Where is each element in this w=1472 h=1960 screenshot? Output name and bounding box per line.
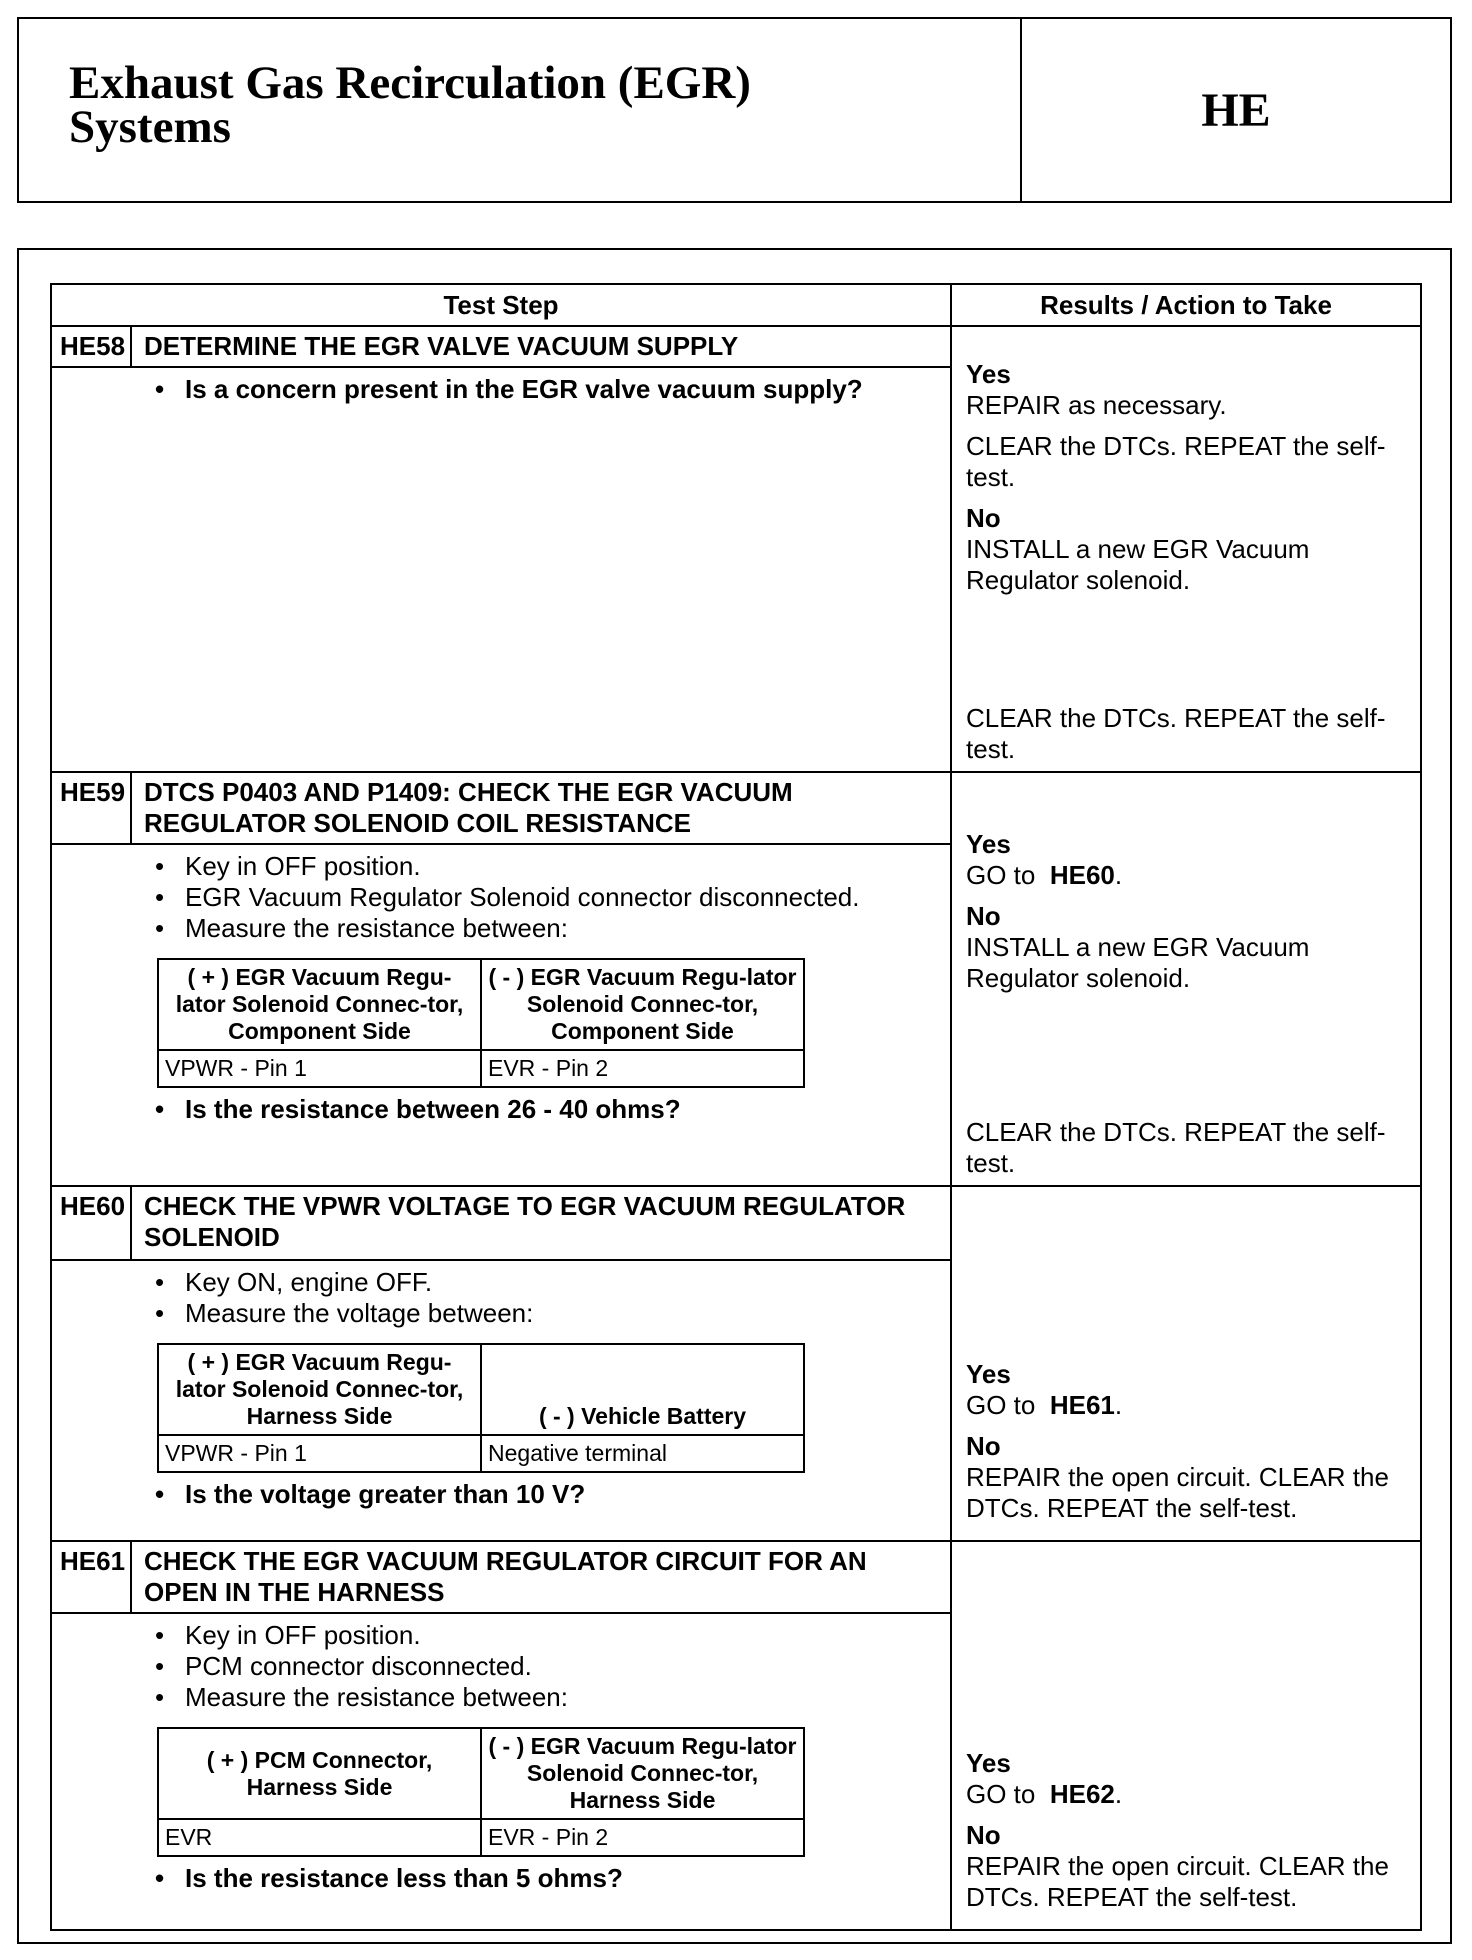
section-title [19, 19, 1022, 201]
step-id: HE60 [51, 1186, 131, 1260]
measurement-negative-header: ( - ) Vehicle Battery [481, 1344, 804, 1435]
section-title-line2: Systems [69, 101, 231, 153]
measurement-negative-header: ( - ) EGR Vacuum Regu-lator Solenoid Connec-tor, Harness Side [481, 1728, 804, 1819]
go-to-text: GO to [966, 860, 1036, 890]
no-action: REPAIR the open circuit. CLEAR the DTCs. REPEAT the self-test. [966, 1462, 1389, 1523]
step-question: • Is the resistance less than 5 ohms? [185, 1863, 936, 1894]
step-results: Yes GO to HE62. No REPAIR the open circuit. CLEAR the DTCs. REPEAT the self-test. [951, 1541, 1421, 1930]
yes-label: Yes [966, 359, 1011, 389]
go-to-text: GO to [966, 1779, 1036, 1809]
measurement-negative-value: EVR - Pin 2 [481, 1050, 804, 1087]
yes-label: Yes [966, 1748, 1011, 1778]
step-body [131, 367, 951, 772]
measurement-positive-value: VPWR - Pin 1 [158, 1435, 481, 1472]
go-to-target: HE62 [1049, 1779, 1115, 1809]
no-action: INSTALL a new EGR Vacuum Regulator solenoid. [966, 932, 1310, 993]
col-results: Results / Action to Take [951, 284, 1421, 326]
step-id: HE59 [51, 772, 131, 844]
table-header-row [51, 284, 1421, 326]
step-instruction: • PCM connector disconnected. [185, 1651, 936, 1682]
measurement-positive-header: ( + ) EGR Vacuum Regu-lator Solenoid Connec-tor, Component Side [158, 959, 481, 1050]
step-id: HE58 [51, 326, 131, 367]
step-title-row [51, 772, 1421, 844]
step-body [131, 1613, 951, 1930]
clear-note: CLEAR the DTCs. REPEAT the self-test. [966, 703, 1386, 764]
measurement-table [157, 1343, 805, 1473]
step-question: • Is a concern present in the EGR valve vacuum supply? [185, 374, 936, 405]
col-test-step: Test Step [51, 284, 951, 326]
yes-label: Yes [966, 1359, 1011, 1389]
clear-note: CLEAR the DTCs. REPEAT the self-test. [966, 1117, 1386, 1178]
page-header [17, 17, 1452, 203]
measurement-negative-value: Negative terminal [481, 1435, 804, 1472]
measurement-positive-header: ( + ) EGR Vacuum Regu-lator Solenoid Connec-tor, Harness Side [158, 1344, 481, 1435]
go-to-target: HE60 [1049, 860, 1115, 890]
section-title-line1: Exhaust Gas Recirculation (EGR) [69, 57, 751, 109]
measurement-positive-value: EVR [158, 1819, 481, 1856]
step-instruction: • Key ON, engine OFF. [185, 1267, 936, 1298]
step-title-row [51, 1541, 1421, 1613]
yes-label: Yes [966, 829, 1011, 859]
yes-action-extra: CLEAR the DTCs. REPEAT the self-test. [966, 431, 1386, 492]
step-question: • Is the resistance between 26 - 40 ohms? [185, 1094, 936, 1125]
measurement-positive-value: VPWR - Pin 1 [158, 1050, 481, 1087]
step-instruction: • Measure the resistance between: [185, 913, 936, 944]
measurement-table [157, 1727, 805, 1857]
no-label: No [966, 901, 1001, 931]
no-action: REPAIR the open circuit. CLEAR the DTCs. REPEAT the self-test. [966, 1851, 1389, 1912]
step-instruction: • EGR Vacuum Regulator Solenoid connector disconnected. [185, 882, 936, 913]
step-instruction: • Measure the resistance between: [185, 1682, 936, 1713]
step-instruction: • Measure the voltage between: [185, 1298, 936, 1329]
yes-action: REPAIR as necessary. [966, 390, 1227, 420]
measurement-negative-header: ( - ) EGR Vacuum Regu-lator Solenoid Connec-tor, Component Side [481, 959, 804, 1050]
no-label: No [966, 503, 1001, 533]
step-results: Yes GO to HE61. No REPAIR the open circuit. CLEAR the DTCs. REPEAT the self-test. [951, 1186, 1421, 1541]
step-title: CHECK THE EGR VACUUM REGULATOR CIRCUIT FOR AN OPEN IN THE HARNESS [131, 1541, 951, 1613]
step-instruction: • Key in OFF position. [185, 851, 936, 882]
step-body [131, 1260, 951, 1541]
go-to-target: HE61 [1049, 1390, 1115, 1420]
step-title: DETERMINE THE EGR VALVE VACUUM SUPPLY [131, 326, 951, 367]
step-title-row [51, 1186, 1421, 1260]
measurement-negative-value: EVR - Pin 2 [481, 1819, 804, 1856]
test-step-table [50, 283, 1422, 1931]
measurement-positive-header: ( + ) PCM Connector, Harness Side [158, 1728, 481, 1819]
no-label: No [966, 1431, 1001, 1461]
no-action: INSTALL a new EGR Vacuum Regulator solenoid. [966, 534, 1310, 595]
step-body [131, 844, 951, 1186]
step-question: • Is the voltage greater than 10 V? [185, 1479, 936, 1510]
step-id: HE61 [51, 1541, 131, 1613]
step-title: CHECK THE VPWR VOLTAGE TO EGR VACUUM REGULATOR SOLENOID [131, 1186, 951, 1260]
step-title: DTCS P0403 AND P1409: CHECK THE EGR VACUUM REGULATOR SOLENOID COIL RESISTANCE [131, 772, 951, 844]
step-results [951, 326, 1421, 772]
step-instruction: • Key in OFF position. [185, 1620, 936, 1651]
step-results: Yes GO to HE60. No INSTALL a new EGR Vacuum Regulator solenoid. CLEAR the DTCs. REPEAT the self-test. [951, 772, 1421, 1186]
section-code: HE [1201, 83, 1271, 137]
step-title-row [51, 326, 1421, 367]
measurement-table [157, 958, 805, 1088]
go-to-text: GO to [966, 1390, 1036, 1420]
no-label: No [966, 1820, 1001, 1850]
